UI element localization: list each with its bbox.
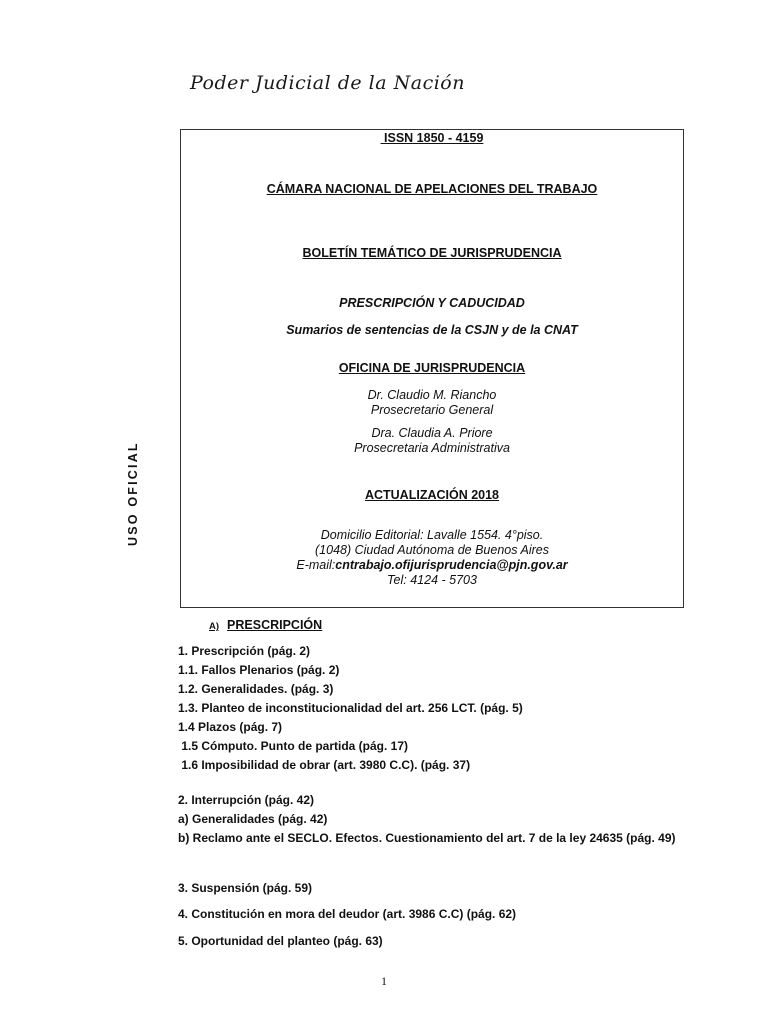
section-title: PRESCRIPCIÓN	[227, 618, 323, 632]
person-1	[181, 388, 683, 418]
person-name: Dra. Claudia A. Priore	[371, 426, 493, 440]
toc-item-4[interactable]: 4. Constitución en mora del deudor (art. 3986 C.C) (pág. 62)	[178, 907, 517, 921]
toc-item[interactable]: 1.2. Generalidades. (pág. 3)	[178, 682, 334, 696]
email-link[interactable]: cntrabajo.ofijurisprudencia@pjn.gov.ar	[335, 558, 568, 572]
subtitle-line	[181, 323, 683, 338]
toc-item[interactable]: 1.1. Fallos Plenarios (pág. 2)	[178, 663, 340, 677]
chamber-title: CÁMARA NACIONAL DE APELACIONES DEL TRABAJO	[266, 182, 598, 196]
topic-line	[181, 296, 683, 311]
office-title: OFICINA DE JURISPRUDENCIA	[338, 361, 526, 375]
toc-item[interactable]: 1.3. Planteo de inconstitucionalidad del art. 256 LCT. (pág. 5)	[178, 701, 523, 715]
section-letter: A)	[209, 621, 220, 632]
toc-item[interactable]: a) Generalidades (pág. 42)	[178, 812, 328, 826]
toc-item[interactable]: 1. Prescripción (pág. 2)	[178, 644, 311, 658]
person-role: Prosecretaria Administrativa	[354, 441, 510, 455]
issn: ISSN 1850 - 4159	[380, 131, 484, 145]
side-watermark-label: USO OFICIAL	[126, 441, 140, 546]
toc-item[interactable]: b) Reclamo ante el SECLO. Efectos. Cuestionamiento del art. 7 de la ley 24635 (pág. 49)	[178, 831, 676, 845]
page-number: 1	[381, 974, 387, 988]
address-line-1: Domicilio Editorial: Lavalle 1554. 4°piso.	[320, 528, 544, 542]
toc-group-2	[178, 791, 676, 848]
email-label: E-mail:	[296, 558, 336, 572]
update-line	[181, 488, 683, 503]
office-line	[181, 361, 683, 376]
toc-item-3[interactable]: 3. Suspensión (pág. 59)	[178, 881, 313, 895]
bulletin-line	[181, 246, 683, 261]
topic-title: PRESCRIPCIÓN Y CADUCIDAD	[339, 296, 525, 310]
update-title: ACTUALIZACIÓN 2018	[364, 488, 500, 502]
toc-item[interactable]: 1.6 Imposibilidad de obrar (art. 3980 C.C). (pág. 37)	[178, 758, 471, 772]
email-line	[181, 558, 683, 573]
person-role: Prosecretario General	[370, 403, 494, 417]
address-line-2: (1048) Ciudad Autónoma de Buenos Aires	[315, 543, 549, 557]
toc-group-1	[178, 642, 676, 775]
toc-section-heading	[209, 618, 322, 632]
bulletin-title: BOLETÍN TEMÁTICO DE JURISPRUDENCIA	[302, 246, 562, 260]
toc-item-5[interactable]: 5. Oportunidad del planteo (pág. 63)	[178, 934, 383, 948]
toc-item[interactable]: 1.5 Cómputo. Punto de partida (pág. 17)	[178, 739, 409, 753]
chamber-line	[181, 182, 683, 197]
phone-line: Tel: 4124 - 5703	[387, 573, 477, 587]
issn-line	[181, 131, 683, 146]
cover-box	[180, 129, 684, 608]
institution-header: Poder Judicial de la Nación	[190, 72, 465, 94]
toc-item[interactable]: 1.4 Plazos (pág. 7)	[178, 720, 283, 734]
person-name: Dr. Claudio M. Riancho	[367, 388, 497, 402]
subtitle: Sumarios de sentencias de la CSJN y de la CNAT	[286, 323, 578, 337]
person-2	[181, 426, 683, 456]
contact-block	[181, 528, 683, 588]
toc-item[interactable]: 2. Interrupción (pág. 42)	[178, 793, 315, 807]
